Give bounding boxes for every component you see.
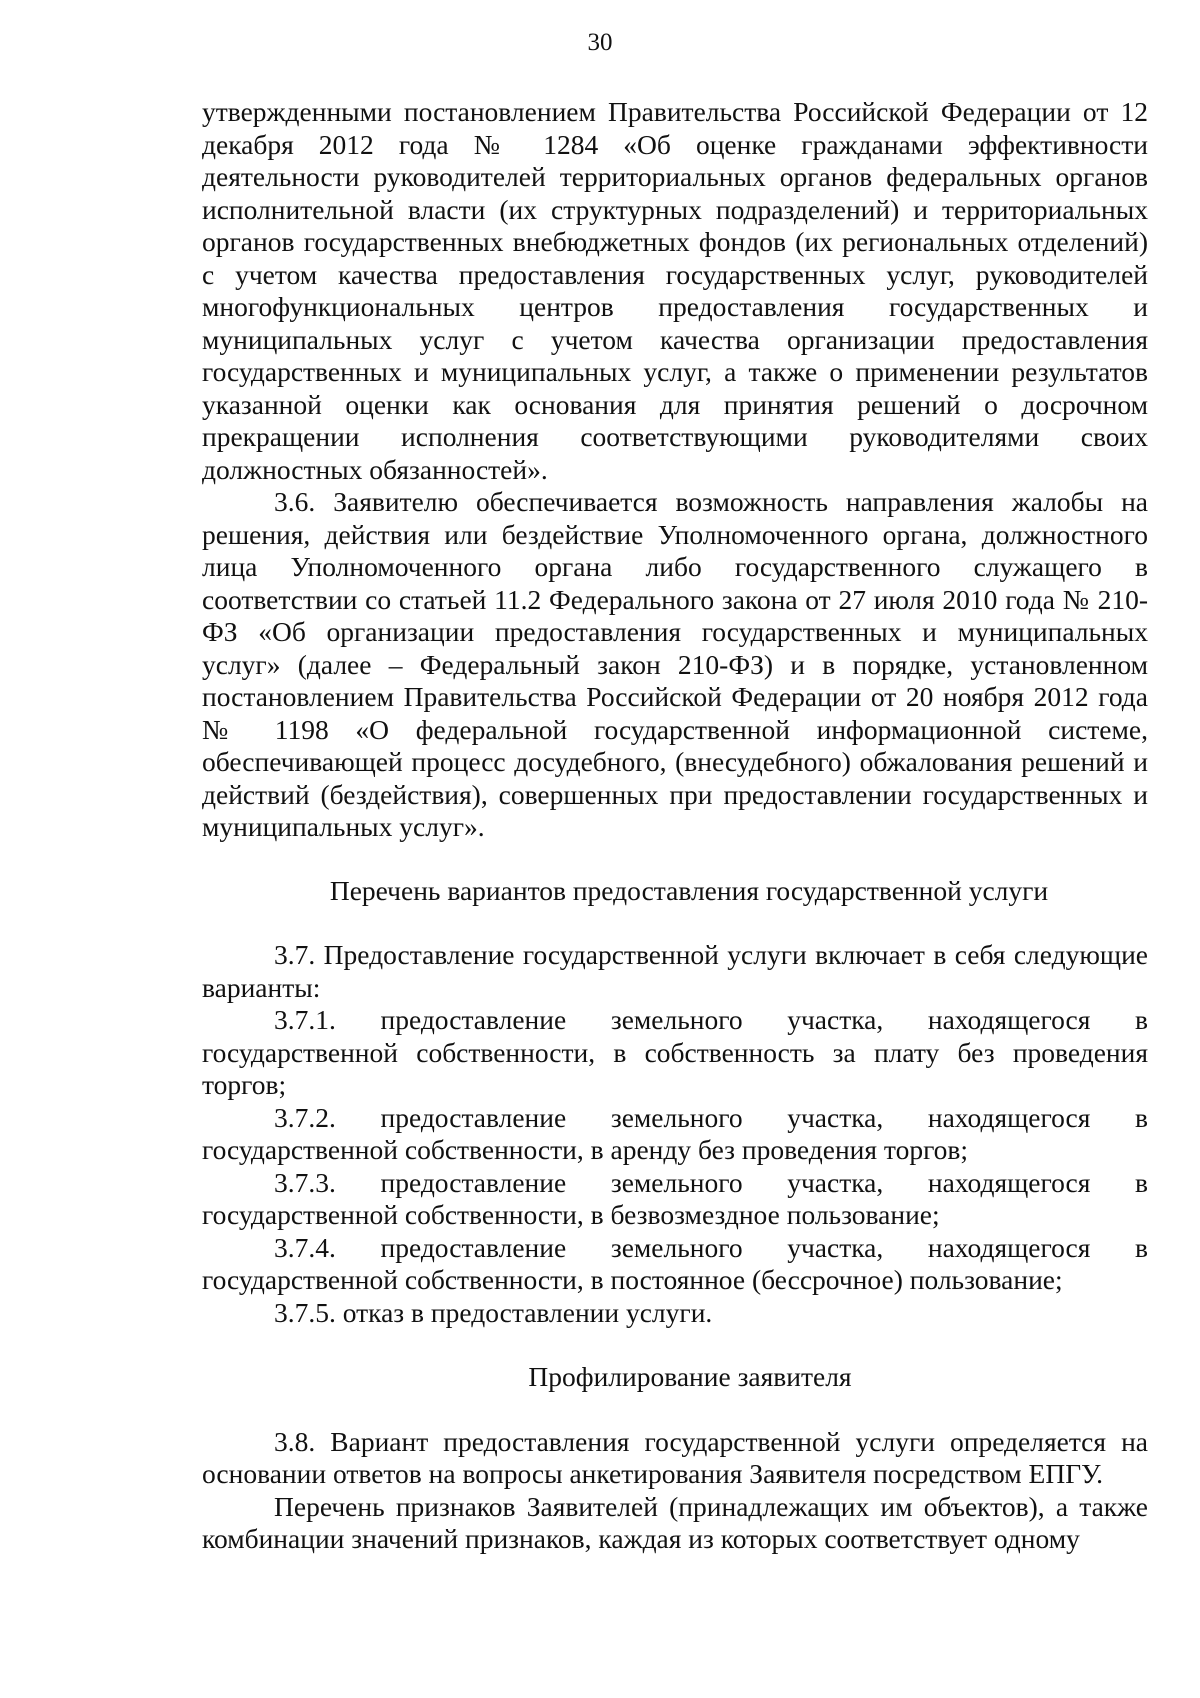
paragraph-continuation: утвержденными постановлением Правительства Российской Федерации от 12 декабря 2012 года № 1284 «Об оценке гражданами эффективности деятельности руководителей территориальных органов федеральных органов исполнительной власти (их структурных подразделений) и территориальных органов государственных внебюджетных фондов (их региональных отделений) с учетом качества предоставления государственных услуг, руководителей многофункциональных центров предоставления государственных и муниципальных услуг с учетом качества организации предоставления государственных и муниципальных услуг, а также о применении результатов указанной оценки как основания для принятия решений о досрочном прекращении исполнения соответствующими руководителями своих должностных обязанностей». [202, 96, 1148, 485]
page-number: 30 [587, 29, 613, 56]
paragraph-3-7-1: 3.7.1. предоставление земельного участка, находящегося в государственной собственности, в собственность за плату без проведения торгов; [202, 1004, 1148, 1100]
paragraph-3-6: 3.6. Заявителю обеспечивается возможность направления жалобы на решения, действия или бездействие Уполномоченного органа, должностного лица Уполномоченного органа либо государственного служащего в соответствии со статьей 11.2 Федерального закона от 27 июля 2010 года № 210-ФЗ «Об организации предоставления государственных и муниципальных услуг» (далее – Федеральный закон 210-ФЗ) и в порядке, установленном постановлением Правительства Российской Федерации от 20 ноября 2012 года № 1198 «О федеральной государственной информационной системе, обеспечивающей процесс досудебного, (внесудебного) обжалования решений и действий (бездействия), совершенных при предоставлении государственных и муниципальных услуг». [202, 486, 1148, 842]
paragraph-3-7-4: 3.7.4. предоставление земельного участка, находящегося в государственной собственности, в постоянное (бессрочное) пользование; [202, 1231, 1148, 1295]
paragraph-3-7: 3.7. Предоставление государственной услуги включает в себя следующие варианты: [202, 939, 1148, 1003]
paragraph-3-7-3: 3.7.3. предоставление земельного участка, находящегося в государственной собственности, в безвозмездное пользование; [202, 1166, 1148, 1230]
paragraph-criteria-list: Перечень признаков Заявителей (принадлежащих им объектов), а также комбинации значений признаков, каждая из которых соответствует одному [202, 1490, 1148, 1554]
paragraph-3-8: 3.8. Вариант предоставления государственной услуги определяется на основании ответов на вопросы анкетирования Заявителя посредством ЕПГУ. [202, 1425, 1148, 1489]
paragraph-3-7-5: 3.7.5. отказ в предоставлении услуги. [274, 1296, 713, 1328]
paragraph-3-7-2: 3.7.2. предоставление земельного участка, находящегося в государственной собственности, в аренду без проведения торгов; [202, 1101, 1148, 1165]
section-heading-variants: Перечень вариантов предоставления государственной услуги [329, 874, 1049, 906]
section-heading-profiling: Профилирование заявителя [528, 1361, 852, 1392]
document-body [202, 96, 1148, 1556]
